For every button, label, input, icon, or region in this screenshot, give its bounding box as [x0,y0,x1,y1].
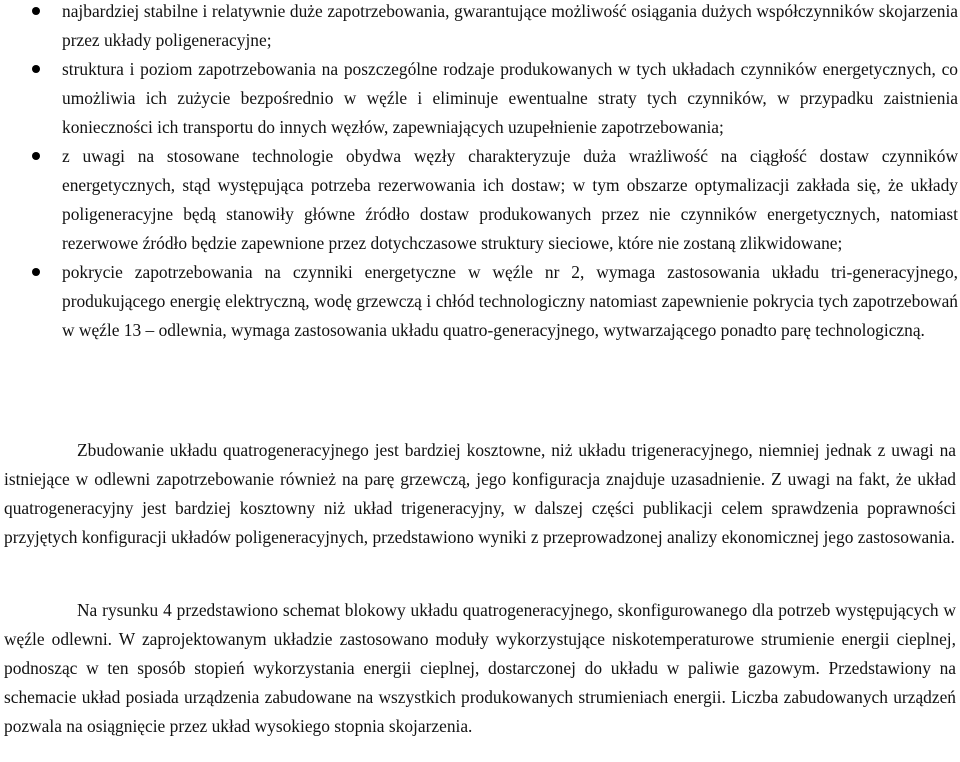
body-paragraph: Zbudowanie układu quatrogeneracyjnego jest bardziej kosztowne, niż układu trigeneracyjnego, niemniej jednak z uwagi na istniejące w odlewni zapotrzebowanie również na parę grzewczą, jego konfiguracja znajduje uzasadnienie. Z uwagi na fakt, że układ quatrogeneracyjny jest bardziej kosztowny niż układ trigeneracyjny, w dalszej części publikacji celem sprawdzenia poprawności przyjętych konfiguracji układów poligeneracyjnych, przedstawiono wyniki z przeprowadzonej analizy ekonomicznej jego zastosowania. [4,440,956,547]
body-paragraph: Na rysunku 4 przedstawiono schemat blokowy układu quatrogeneracyjnego, skonfigurowanego dla potrzeb występujących w węźle odlewni. W zaprojektowanym układzie zastosowano moduły wykorzystujące niskotemperaturowe strumienie energii cieplnej, podnosząc w ten sposób stopień wykorzystania energii cieplnej, dostarczonej do układu w paliwie gazowym. Przedstawiony na schemacie układ posiada urządzenia zabudowane na wszystkich produkowanych strumieniach energii. Liczba zabudowanych urządzeń pozwala na osiągnięcie przez układ wysokiego stopnia skojarzenia. [4,600,956,736]
bullet-text: z uwagi na stosowane technologie obydwa węzły charakteryzuje duża wrażliwość na ciągłość dostaw czynników energetycznych, stąd występująca potrzeba rezerwowania ich dostaw; w tym obszarze optymalizacji zakłada się, że układy poligeneracyjne będą stanowiły główne źródło dostaw produkowanych przez nie czynników energetycznych, natomiast rezerwowe źródło będzie zapewnione przez dotychczasowe struktury sieciowe, które nie zostaną zlikwidowane; [62,146,958,253]
bullet-icon [32,65,40,73]
bullet-icon [32,268,40,276]
bullet-item [0,142,960,258]
bullet-text: pokrycie zapotrzebowania na czynniki energetyczne w węźle nr 2, wymaga zastosowania układu tri-generacyjnego, produkującego energię elektryczną, wodę grzewczą i chłód technologiczny natomiast zapewnienie pokrycia tych zapotrzebowań w węźle 13 – odlewnia, wymaga zastosowania układu quatro-generacyjnego, wytwarzającego ponadto parę technologiczną. [62,262,958,340]
bullet-icon [32,152,40,160]
bullet-list [0,0,960,345]
bullet-icon [32,7,40,15]
bullet-item [0,55,960,142]
bullet-item [0,0,960,55]
bullet-item [0,258,960,345]
bullet-text: struktura i poziom zapotrzebowania na poszczególne rodzaje produkowanych w tych układach czynników energetycznych, co umożliwia ich zużycie bezpośrednio w węźle i eliminuje ewentualne straty tych czynników, w przypadku zaistnienia konieczności ich transportu do innych węzłów, zapewniających uzupełnienie zapotrzebowania; [62,59,958,137]
bullet-text: najbardziej stabilne i relatywnie duże zapotrzebowania, gwarantujące możliwość osiągania dużych współczynników skojarzenia przez układy poligeneracyjne; [62,1,958,50]
